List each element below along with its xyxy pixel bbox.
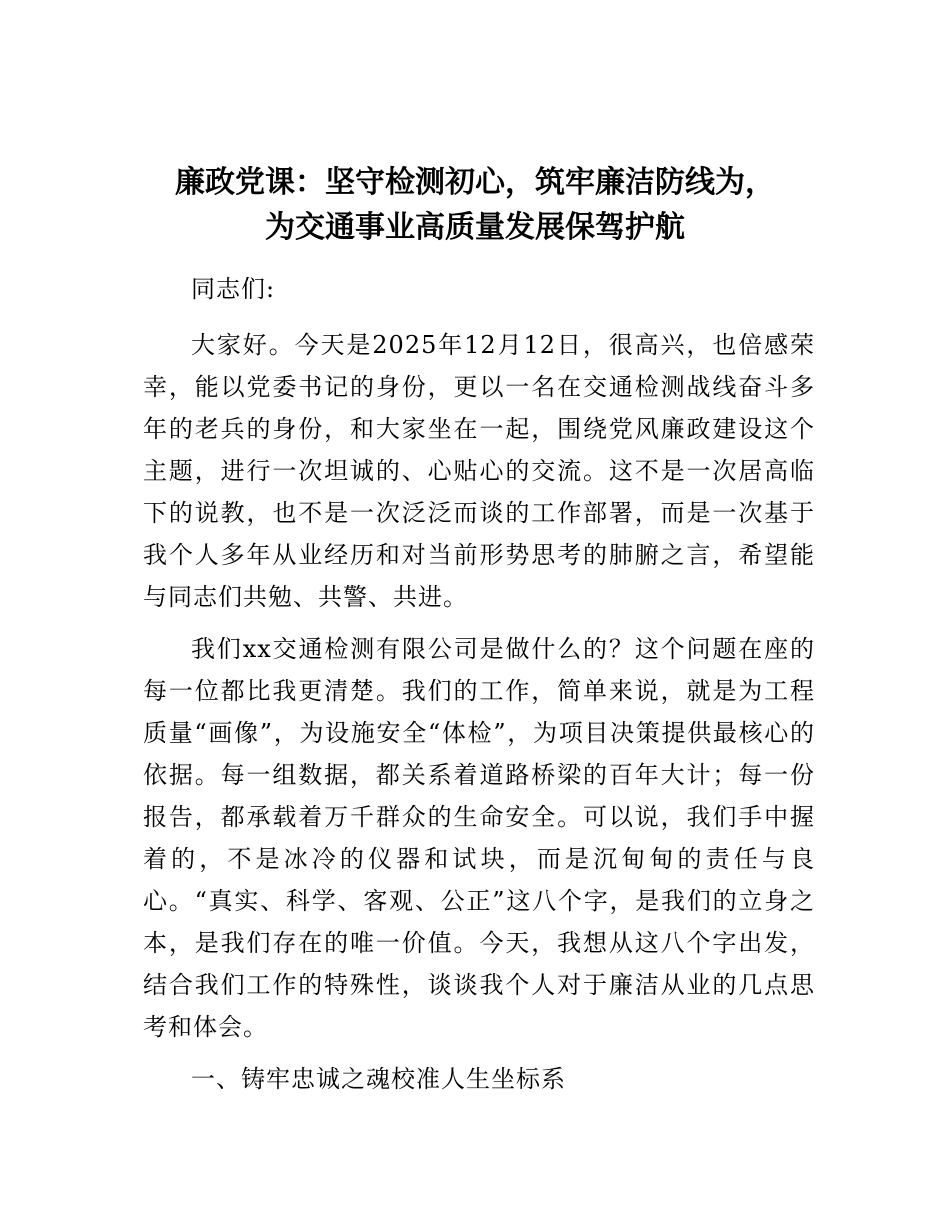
greeting: 同志们:	[191, 275, 276, 303]
paragraph-intro: 大家好。今天是2025年12月12日，很高兴，也倍感荣幸，能以党委书记的身份，更以一名在交通检测战线奋斗多年的老兵的身份，和大家坐在一起，围绕党风廉政建设这个主题，进行一次坦诚的、心贴心的交流。这不是一次居高临下的说教，也不是一次泛泛而谈的工作部署，而是一次基于我个人多年从业经历和对当前形势思考的肺腑之言，希望能与同志们共勉、共警、共进。	[143, 331, 815, 611]
section-heading: 一、铸牢忠诚之魂校准人生坐标系	[191, 1065, 566, 1093]
paragraph-company: 我们xx交通检测有限公司是做什么的？这个问题在座的每一位都比我更清楚。我们的工作，简单来说，就是为工程质量“画像”，为设施安全“体检”，为项目决策提供最核心的依据。每一组数据，都关系着道路桥梁的百年大计；每一份报告，都承载着万千群众的生命安全。可以说，我们手中握着的，不是冰冷的仪器和试块，而是沉甸甸的责任与良心。“真实、科学、客观、公正”这八个字，是我们的立身之本，是我们存在的唯一价值。今天，我想从这八个字出发，结合我们工作的特殊性，谈谈我个人对于廉洁从业的几点思考和体会。	[143, 635, 815, 1041]
document-body	[143, 268, 815, 1110]
document-title	[0, 160, 950, 250]
title-line-2: 为交通事业高质量发展保驾护航	[265, 210, 685, 245]
title-line-1: 廉政党课：坚守检测初心，筑牢廉洁防线为，	[175, 165, 775, 200]
